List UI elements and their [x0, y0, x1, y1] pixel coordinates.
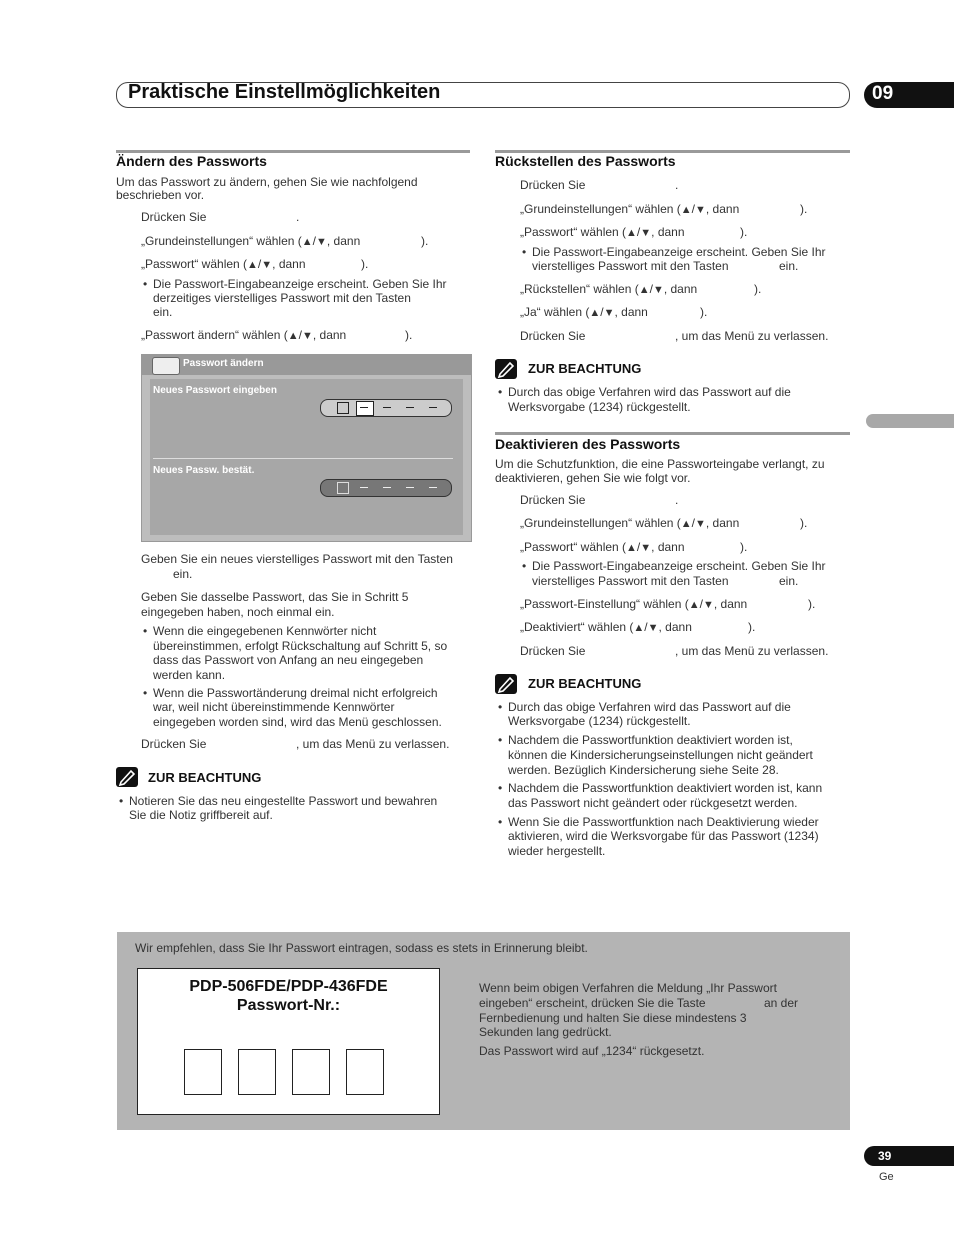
step-text: „Grundeinstellungen“ wählen (▲/▼, dann — [520, 516, 740, 530]
bullet-item: • Die Passwort-Eingabeanzeige erscheint. Geben Sie Ihr — [153, 277, 447, 291]
page-number-badge — [864, 1146, 954, 1166]
bullet-line: vierstelliges Passwort mit den Tasten — [532, 574, 729, 588]
note-item: • Durch das obige Verfahren wird das Passwort auf die — [508, 385, 791, 399]
step-text: „Passwort“ wählen (▲/▼, dann — [520, 540, 685, 554]
cursor-box — [356, 401, 374, 416]
up-arrow-icon: ▲ — [247, 259, 258, 271]
side-tab — [866, 414, 954, 428]
note-item: • Wenn Sie die Passwortfunktion nach Deaktivierung wieder — [508, 815, 819, 829]
step-text: ). — [700, 305, 708, 319]
confirm-password-field[interactable] — [320, 479, 452, 497]
step-text: ). — [405, 328, 413, 342]
step-text: ). — [748, 620, 756, 634]
bullet-line: dass das Passwort von Anfang an neu eingegeben — [153, 653, 424, 667]
menu-icon — [152, 357, 180, 375]
note-line: das Passwort nicht geändert oder rückgesetzt werden. — [508, 796, 798, 810]
step-text: ). — [808, 597, 816, 611]
step-text: Drücken Sie — [520, 178, 586, 192]
down-arrow-icon: ▼ — [603, 307, 615, 319]
intro-line: deaktivieren, gehen Sie wie folgt vor. — [495, 471, 691, 485]
section-title-reset: Rückstellen des Passworts — [495, 153, 676, 169]
digit-dash — [429, 487, 437, 488]
step-text: , um das Menü zu verlassen. — [296, 737, 450, 751]
digit-box[interactable] — [238, 1049, 276, 1095]
up-arrow-icon: ▲ — [688, 599, 700, 611]
note-item: • Nachdem die Passwortfunktion deaktiviert worden ist, kann — [508, 781, 822, 795]
osd-screen — [141, 354, 472, 542]
info-line: an der — [764, 996, 799, 1010]
note-line: wieder hergestellt. — [508, 844, 606, 858]
digit-box[interactable] — [184, 1049, 222, 1095]
up-arrow-icon: ▲ — [680, 518, 692, 530]
digit-box[interactable] — [346, 1049, 384, 1095]
info-line: Fernbedienung und halten Sie diese mindestens 3 — [479, 1011, 747, 1025]
down-arrow-icon: ▼ — [652, 284, 664, 296]
up-arrow-icon: ▲ — [626, 227, 637, 239]
step-text: Geben Sie dasselbe Passwort, das Sie in Schritt 5 — [141, 590, 409, 604]
language-code: Ge — [879, 1171, 894, 1183]
bullet-line: ein. — [779, 259, 799, 273]
down-arrow-icon: ▼ — [702, 599, 714, 611]
step-text: , um das Menü zu verlassen. — [675, 644, 829, 658]
step-text: Drücken Sie — [520, 329, 586, 343]
section-title-deactivate: Deaktivieren des Passworts — [495, 436, 681, 452]
step-text: . — [675, 178, 679, 192]
model-name: PDP-506FDE/PDP-436FDE — [189, 978, 388, 995]
chapter-number: 09 — [872, 83, 894, 104]
pencil-icon — [495, 359, 517, 379]
note-line: Sie die Notiz griffbereit auf. — [129, 808, 273, 822]
step-text: „Passwort ändern“ wählen (▲/▼, dann — [141, 328, 347, 342]
new-password-field[interactable] — [320, 399, 452, 417]
digit-dash — [429, 407, 437, 408]
bullet-line: derzeitiges vierstelliges Passwort mit den Tasten — [153, 291, 411, 305]
step-text: Drücken Sie — [141, 210, 207, 224]
digit-dash — [406, 407, 414, 408]
step-text: Geben Sie ein neues vierstelliges Passwort mit den Tasten — [141, 552, 453, 566]
info-line: eingeben“ erscheint, drücken Sie die Taste — [479, 996, 706, 1010]
step-text: ). — [740, 540, 748, 554]
step-text: „Passwort“ wählen (▲/▼, dann — [520, 225, 685, 239]
memo-intro: Wir empfehlen, dass Sie Ihr Passwort eintragen, sodass es stets in Erinnerung bleibt. — [135, 941, 588, 955]
step-text: ein. — [173, 567, 193, 581]
bullet-line: werden kann. — [153, 668, 226, 682]
page-title: Praktische Einstellmöglichkeiten — [128, 81, 441, 103]
bullet-line: eingegeben worden sind, wird das Menü geschlossen. — [153, 715, 442, 729]
note-line: können die Kindersicherungseinstellungen nicht geändert — [508, 748, 813, 762]
digit-dash — [360, 487, 368, 488]
down-arrow-icon: ▼ — [316, 236, 327, 248]
osd-title: Passwort ändern — [183, 358, 264, 369]
down-arrow-icon: ▼ — [695, 518, 706, 530]
note-title: ZUR BEACHTUNG — [148, 770, 262, 785]
osd-label-confirm: Neues Passw. bestät. — [153, 465, 255, 476]
info-line: Sekunden lang gedrückt. — [479, 1025, 612, 1039]
note-title: ZUR BEACHTUNG — [528, 676, 642, 691]
step-text: Drücken Sie — [141, 737, 207, 751]
step-text: „Rückstellen“ wählen (▲/▼, dann — [520, 282, 698, 296]
step-text: Drücken Sie — [520, 493, 586, 507]
step-text: „Passwort-Einstellung“ wählen (▲/▼, dann — [520, 597, 748, 611]
down-arrow-icon: ▼ — [695, 204, 706, 216]
step-text: „Grundeinstellungen“ wählen (▲/▼, dann — [520, 202, 740, 216]
up-arrow-icon: ▲ — [301, 236, 313, 248]
keypad-icon — [337, 402, 349, 414]
step-text: „Deaktiviert“ wählen (▲/▼, dann — [520, 620, 692, 634]
pencil-icon — [495, 674, 517, 694]
note-line: Werksvorgabe (1234) rückgestellt. — [508, 400, 691, 414]
step-text: „Ja“ wählen (▲/▼, dann — [520, 305, 648, 319]
step-text: ). — [800, 202, 808, 216]
digit-dash — [406, 487, 414, 488]
note-line: Werksvorgabe (1234) rückgestellt. — [508, 714, 691, 728]
section-title-change: Ändern des Passworts — [116, 153, 267, 169]
osd-divider — [153, 458, 453, 459]
bullet-item: • Wenn die Passwortänderung dreimal nicht erfolgreich — [153, 686, 438, 700]
chapter-badge — [864, 82, 954, 108]
bullet-line: ein. — [153, 305, 173, 319]
note-line: werden. Bezüglich Kindersicherung siehe Seite 28. — [508, 763, 779, 777]
digit-dash — [383, 487, 391, 488]
step-text: eingegeben haben, noch einmal ein. — [141, 605, 335, 619]
step-text: ). — [421, 234, 429, 248]
step-text: ). — [800, 516, 808, 530]
up-arrow-icon: ▲ — [680, 204, 692, 216]
info-line: Wenn beim obigen Verfahren die Meldung „Ihr Passwort — [479, 981, 777, 995]
up-arrow-icon: ▲ — [626, 542, 637, 554]
digit-dash — [360, 407, 368, 408]
bullet-item: • Die Passwort-Eingabeanzeige erscheint. Geben Sie Ihr — [532, 245, 826, 259]
step-text: ). — [740, 225, 748, 239]
step-text: ). — [754, 282, 762, 296]
bullet-line: übereinstimmen, erfolgt Rückschaltung auf Schritt 5, so — [153, 639, 448, 653]
osd-header — [142, 355, 471, 375]
osd-panel — [150, 379, 463, 535]
down-arrow-icon: ▼ — [261, 259, 273, 271]
intro-line: beschrieben vor. — [116, 188, 205, 202]
bullet-item: • Die Passwort-Eingabeanzeige erscheint. Geben Sie Ihr — [532, 559, 826, 573]
password-label: Passwort-Nr.: — [236, 997, 341, 1014]
step-text: „Grundeinstellungen“ wählen (▲/▼, dann — [141, 234, 361, 248]
up-arrow-icon: ▲ — [633, 622, 645, 634]
intro-line: Um die Schutzfunktion, die eine Passworteingabe verlangt, zu — [495, 457, 825, 471]
info-reset: Das Passwort wird auf „1234“ rückgesetzt. — [479, 1044, 705, 1058]
note-title: ZUR BEACHTUNG — [528, 361, 642, 376]
pencil-icon — [116, 767, 138, 787]
digit-box[interactable] — [292, 1049, 330, 1095]
down-arrow-icon: ▼ — [640, 227, 652, 239]
page-number: 39 — [878, 1149, 892, 1163]
note-item: • Durch das obige Verfahren wird das Passwort auf die — [508, 700, 791, 714]
step-text: Drücken Sie — [520, 644, 586, 658]
osd-label-new: Neues Passwort eingeben — [153, 385, 277, 396]
bullet-item: • Wenn die eingegebenen Kennwörter nicht — [153, 624, 376, 638]
step-text: „Passwort“ wählen (▲/▼, dann — [141, 257, 306, 271]
note-item: • Notieren Sie das neu eingestellte Passwort und bewahren — [129, 794, 437, 808]
note-line: aktivieren, wird die Werksvorgabe für das Passwort (1234) — [508, 829, 819, 843]
step-text: ). — [361, 257, 369, 271]
note-item: • Nachdem die Passwortfunktion deaktiviert worden ist, — [508, 733, 793, 747]
digit-dash — [383, 407, 391, 408]
step-text: . — [296, 210, 300, 224]
down-arrow-icon: ▼ — [301, 330, 313, 342]
section-rule — [495, 432, 850, 435]
up-arrow-icon: ▲ — [638, 284, 650, 296]
intro-line: Um das Passwort zu ändern, gehen Sie wie nachfolgend — [116, 175, 418, 189]
password-card — [137, 968, 440, 1115]
up-arrow-icon: ▲ — [589, 307, 601, 319]
step-text: , um das Menü zu verlassen. — [675, 329, 829, 343]
bullet-line: vierstelliges Passwort mit den Tasten — [532, 259, 729, 273]
up-arrow-icon: ▲ — [287, 330, 299, 342]
bullet-line: war, weil nicht übereinstimmende Kennwörter — [153, 700, 395, 714]
bullet-line: ein. — [779, 574, 799, 588]
step-text: . — [675, 493, 679, 507]
down-arrow-icon: ▼ — [647, 622, 659, 634]
down-arrow-icon: ▼ — [640, 542, 652, 554]
keypad-icon — [337, 482, 349, 494]
